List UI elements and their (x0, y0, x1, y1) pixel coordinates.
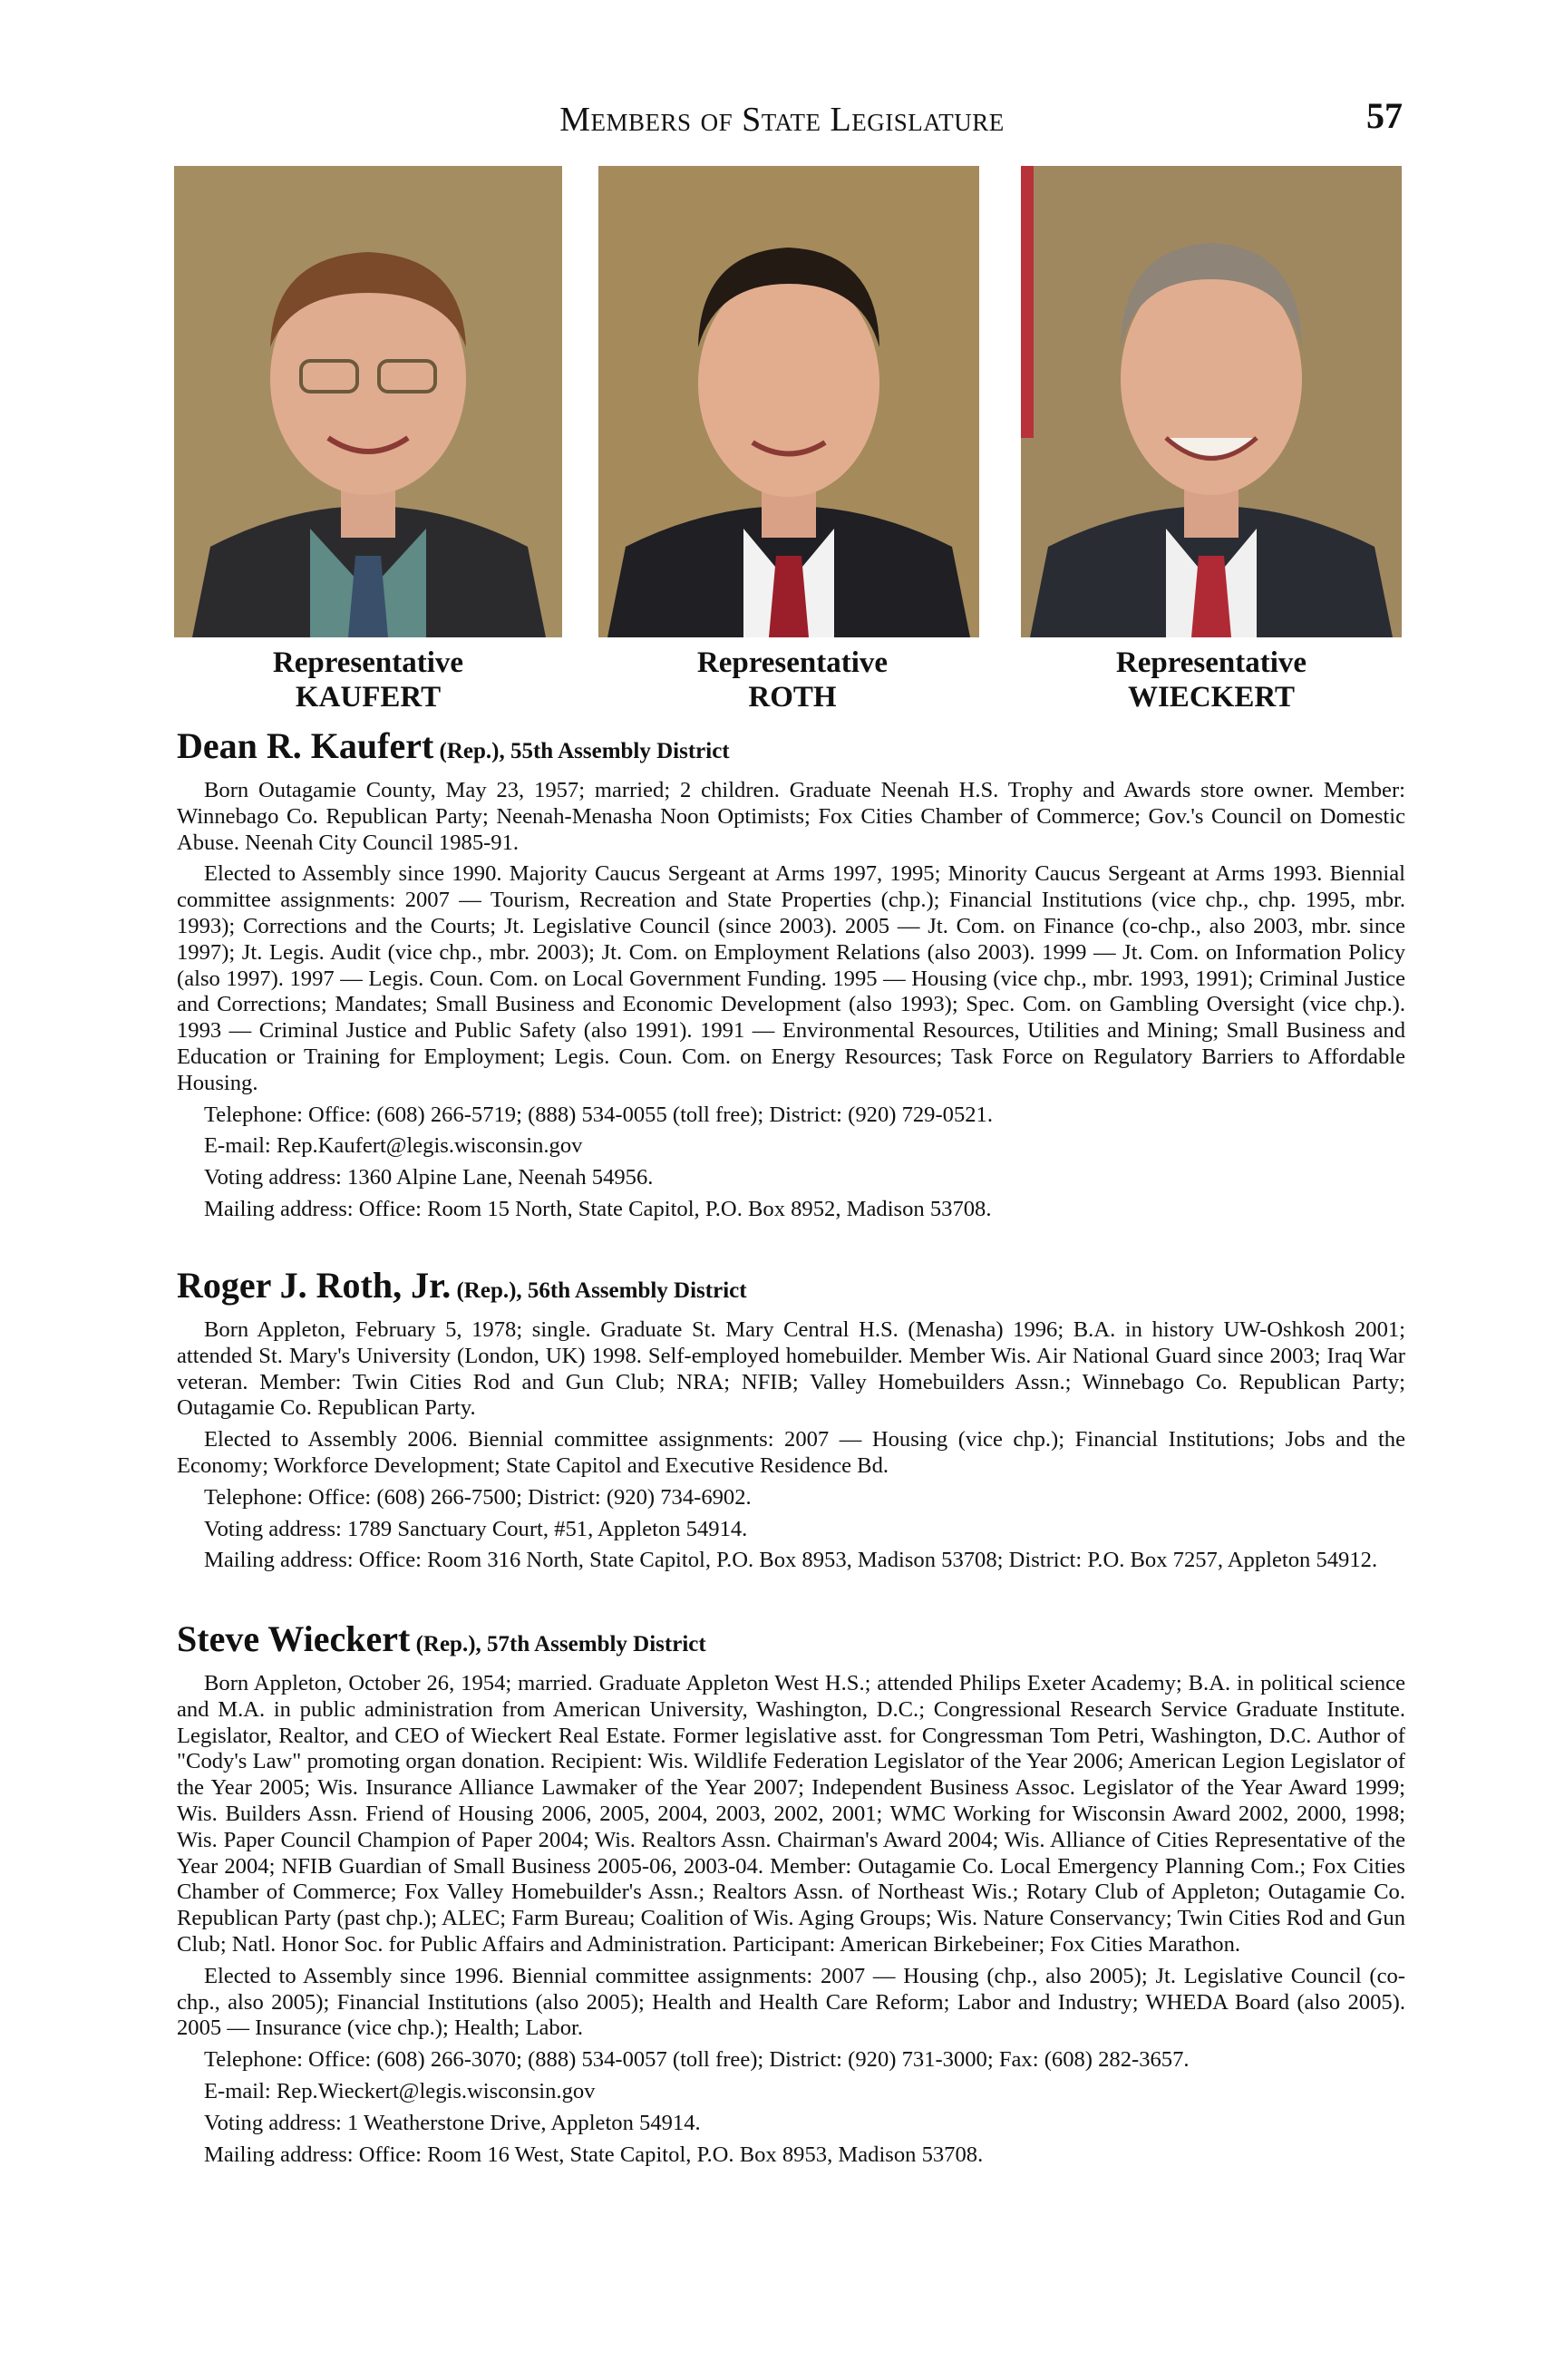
caption-title: Representative (1115, 646, 1307, 679)
bio-paragraph: Elected to Assembly since 1996. Biennial committee assignments: 2007 — Housing (chp., also 2005); Jt. Legislative Council (co-chp., also 2005); Financial Institutions (also 2005); Health and Health Care Reform; Labor and Industry; WHEDA Board (also 2005). 2005 — Insurance (vice chp.); Health; Labor. (177, 1963, 1405, 2041)
bio-email: E-mail: Rep.Wieckert@legis.wisconsin.gov (204, 2078, 596, 2103)
bio-paragraph: Born Appleton, February 5, 1978; single. Graduate St. Mary Central H.S. (Menasha) 1996; B.A. in history UW-Oshkosh 2001; attended St. Mary's University (London, UK) 1998. Self-employed homebuilder. Member Wis. Air National Guard since 2003; Iraq War veteran. Member: Twin Cities Rod and Gun Club; NRA; NFIB; Valley Homebuilders Assn.; Winnebago Co. Republican Party; Outagamie Co. Republican Party. (177, 1317, 1405, 1421)
bio-voting-address: Voting address: 1360 Alpine Lane, Neenah 54956. (204, 1165, 654, 1190)
bio-voting-address: Voting address: 1789 Sanctuary Court, #51, Appleton 54914. (204, 1516, 748, 1541)
bio-wieckert (177, 1618, 1405, 2173)
bio-heading (177, 1618, 1405, 1666)
member-district: (Rep.), 55th Assembly District (433, 739, 730, 763)
caption-surname: KAUFERT (295, 681, 442, 714)
member-name: Dean R. Kaufert (177, 725, 434, 766)
bio-voting-address: Voting address: 1 Weatherstone Drive, Appleton 54914. (204, 2110, 701, 2135)
bio-paragraph: Elected to Assembly since 1990. Majority Caucus Sergeant at Arms 1997, 1995; Minority Caucus Sergeant at Arms 1993. Biennial committee assignments: 2007 — Tourism, Recreation and State Properties (chp.); Financial Institutions (vice chp., chp. 1995, mbr. 1993); Corrections and the Courts; Jt. Legislative Council (since 2003). 2005 — Jt. Com. on Finance (co-chp., also 2003, mbr. since 1997); Jt. Legis. Audit (vice chp., mbr. 2003); Jt. Com. on Employment Relations (also 2003). 1999 — Jt. Com. on Information Policy (also 1997). 1997 — Legis. Coun. Com. on Local Government Funding. 1995 — Housing (vice chp., mbr. 1993, 1991); Criminal Justice and Corrections; Mandates; Small Business and Economic Development (also 1993); Spec. Com. on Gambling Oversight (vice chp.). 1993 — Criminal Justice and Public Safety (also 1991). 1991 — Environmental Resources, Utilities and Mining; Small Business and Education or Training for Employment; Legis. Coun. Com. on Energy Resources; Task Force on Regulatory Barriers to Affordable Housing. (177, 861, 1405, 1095)
bio-mailing-address: Mailing address: Office: Room 16 West, State Capitol, P.O. Box 8953, Madison 53708. (204, 2142, 984, 2167)
portrait-photo-kaufert (174, 166, 562, 637)
caption-surname: ROTH (748, 681, 837, 714)
bio-paragraph: Born Appleton, October 26, 1954; married. Graduate Appleton West H.S.; attended Philips Exeter Academy; B.A. in political science and M.A. in public administration from American University, Washington, D.C.; Congressional Research Service Graduate Institute. Legislator, Realtor, and CEO of Wieckert Real Estate. Former legislative asst. for Congressman Tom Petri, Washington, D.C. Author of "Cody's Law" promoting organ donation. Recipient: Wis. Wildlife Federation Legislator of the Year 2006; American Legion Legislator of the Year 2005; Wis. Insurance Alliance Lawmaker of the Year 2007; Independent Business Assoc. Legislator of the Year Award 1999; Wis. Builders Assn. Friend of Housing 2006, 2005, 2004, 2003, 2002, 2001; WMC Working for Wisconsin Award 2002, 2000, 1998; Wis. Paper Council Champion of Paper 2004; Wis. Realtors Assn. Chairman's Award 2004; Wis. Alliance of Cities Representative of the Year 2004; NFIB Guardian of Small Business 2005-06, 2003-04. Member: Outagamie Co. Local Emergency Planning Com.; Fox Cities Chamber of Commerce; Fox Valley Homebuilder's Assn.; Realtors Assn. of Northeast Wis.; Rotary Club of Appleton; Outagamie Co. Republican Party (past chp.); ALEC; Farm Bureau; Coalition of Wis. Aging Groups; Wis. Nature Conservancy; Twin Cities Rod and Gun Club; Natl. Honor Soc. for Public Affairs and Administration. Participant: American Birkebeiner; Fox Cities Marathon. (177, 1671, 1405, 1957)
portrait-illustration (1021, 166, 1402, 637)
bio-telephone: Telephone: Office: (608) 266-5719; (888) 534-0055 (toll free); District: (920) 729-0521. (204, 1102, 994, 1127)
bio-telephone: Telephone: Office: (608) 266-7500; District: (920) 734-6902. (204, 1484, 752, 1510)
bio-kaufert (177, 725, 1405, 1229)
caption-title: Representative (272, 646, 464, 679)
member-district: (Rep.), 56th Assembly District (451, 1278, 747, 1303)
bio-roth (177, 1265, 1405, 1579)
page-header (0, 91, 1564, 145)
bio-email: E-mail: Rep.Kaufert@legis.wisconsin.gov (204, 1133, 583, 1159)
bio-telephone: Telephone: Office: (608) 266-3070; (888) 534-0057 (toll free); District: (920) 731-3000; Fax: (608) 282-3657. (204, 2047, 1190, 2073)
caption-wieckert (1012, 646, 1411, 714)
caption-kaufert (169, 646, 568, 714)
member-name: Steve Wieckert (177, 1618, 411, 1659)
member-district: (Rep.), 57th Assembly District (410, 1632, 706, 1656)
caption-roth (593, 646, 992, 714)
portrait-illustration (598, 166, 979, 637)
running-head: Members of State Legislature (559, 101, 1005, 139)
bio-paragraph: Born Outagamie County, May 23, 1957; married; 2 children. Graduate Neenah H.S. Trophy and Awards store owner. Member: Winnebago Co. Republican Party; Neenah-Menasha Noon Optimists; Fox Cities Chamber of Commerce; Gov.'s Council on Domestic Abuse. Neenah City Council 1985-91. (177, 778, 1405, 855)
page-number: 57 (1366, 95, 1403, 136)
caption-surname: WIECKERT (1127, 681, 1296, 714)
portrait-illustration (174, 166, 562, 637)
caption-title: Representative (696, 646, 889, 679)
portrait-photo-roth (598, 166, 979, 637)
bio-heading (177, 1265, 1405, 1312)
portrait-photo-wieckert (1021, 166, 1402, 637)
bio-mailing-address: Mailing address: Office: Room 15 North, State Capitol, P.O. Box 8952, Madison 53708. (204, 1196, 992, 1221)
member-name: Roger J. Roth, Jr. (177, 1265, 452, 1306)
bio-heading (177, 725, 1405, 772)
bio-paragraph: Elected to Assembly 2006. Biennial committee assignments: 2007 — Housing (vice chp.); Financial Institutions; Jobs and the Economy; Workforce Development; State Capitol and Executive Residence Bd. (177, 1427, 1405, 1478)
bio-mailing-address: Mailing address: Office: Room 316 North, State Capitol, P.O. Box 8953, Madison 53708; District: P.O. Box 7257, Appleton 54912. (204, 1548, 1378, 1573)
